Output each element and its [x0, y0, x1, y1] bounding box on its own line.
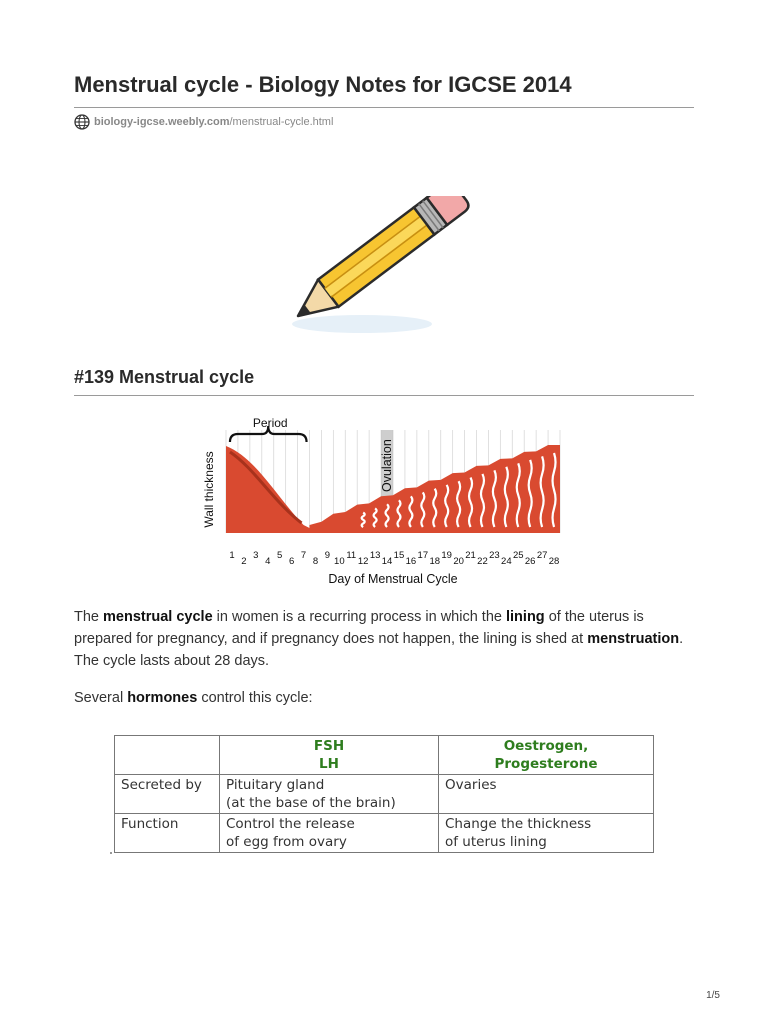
- intro-paragraph: The menstrual cycle in women is a recurring process in which the lining of the uterus is prepared for pregnancy, and if pregnancy does not happen, the lining is shed at menstruation. The cycle lasts about 28 days.: [74, 609, 684, 669]
- x-tick-label: 17: [417, 550, 429, 561]
- x-tick-label: 9: [324, 550, 331, 561]
- table-cell: Pituitary gland (at the base of the brain): [220, 775, 439, 814]
- x-tick-label: 19: [441, 550, 452, 561]
- table-cell: Secreted by: [115, 775, 220, 814]
- x-tick-label: 12: [357, 556, 369, 567]
- table-header-cell: FSH LH: [220, 736, 439, 775]
- x-tick-label: 4: [265, 556, 271, 567]
- x-tick-label: 3: [253, 550, 259, 561]
- x-tick-label: 14: [381, 556, 393, 567]
- stray-mark: [110, 852, 112, 854]
- x-tick-label: 18: [429, 556, 441, 567]
- x-tick-label: 1: [229, 550, 235, 561]
- x-tick-label: 20: [453, 556, 464, 567]
- x-tick-label: 8: [312, 556, 319, 567]
- table-cell: [115, 736, 220, 775]
- y-axis-label: Wall thickness: [202, 451, 216, 528]
- page-title: Menstrual cycle - Biology Notes for IGCSE 2014: [74, 72, 572, 97]
- hormones-paragraph: Several hormones control this cycle:: [74, 690, 313, 706]
- x-tick-label: 21: [465, 550, 476, 561]
- table-header-row: [115, 736, 654, 775]
- x-axis-label: Day of Menstrual Cycle: [328, 572, 458, 586]
- x-tick-label: 2: [241, 556, 247, 567]
- period-label: Period: [252, 416, 288, 430]
- x-tick-label: 11: [346, 550, 357, 561]
- x-tick-label: 22: [477, 556, 488, 567]
- table-row: [115, 814, 654, 853]
- ovulation-label: Ovulation: [380, 439, 395, 492]
- x-tick-label: 26: [524, 556, 536, 567]
- url-domain[interactable]: biology-igcse.weebly.com: [94, 116, 230, 128]
- x-tick-label: 15: [393, 550, 405, 561]
- x-tick-label: 5: [277, 550, 283, 561]
- globe-icon: [74, 114, 90, 130]
- x-tick-label: 7: [300, 550, 307, 561]
- menstrual-cycle-chart: [196, 410, 576, 588]
- x-tick-label: 6: [288, 556, 295, 567]
- x-tick-label: 13: [369, 550, 381, 561]
- title-divider: [74, 107, 694, 108]
- x-tick-label: 25: [512, 550, 524, 561]
- url-path[interactable]: /menstrual-cycle.html: [229, 116, 334, 128]
- x-tick-label: 10: [334, 556, 345, 567]
- x-tick-label: 24: [501, 556, 512, 567]
- table-cell: Ovaries: [439, 775, 654, 814]
- hormones-table: [114, 735, 654, 853]
- page-number: 1/5: [706, 990, 720, 1001]
- x-tick-label: 27: [536, 550, 548, 561]
- x-tick-label: 16: [405, 556, 417, 567]
- table-header-cell: Oestrogen, Progesterone: [439, 736, 654, 775]
- section-heading: #139 Menstrual cycle: [74, 367, 255, 387]
- section-divider: [74, 395, 694, 396]
- pencil-icon: [290, 196, 480, 346]
- x-tick-label: 28: [548, 556, 560, 567]
- table-row: [115, 775, 654, 814]
- x-tick-label: 23: [489, 550, 500, 561]
- table-cell: Function: [115, 814, 220, 853]
- table-cell: Control the release of egg from ovary: [220, 814, 439, 853]
- source-link[interactable]: [74, 114, 333, 130]
- table-cell: Change the thickness of uterus lining: [439, 814, 654, 853]
